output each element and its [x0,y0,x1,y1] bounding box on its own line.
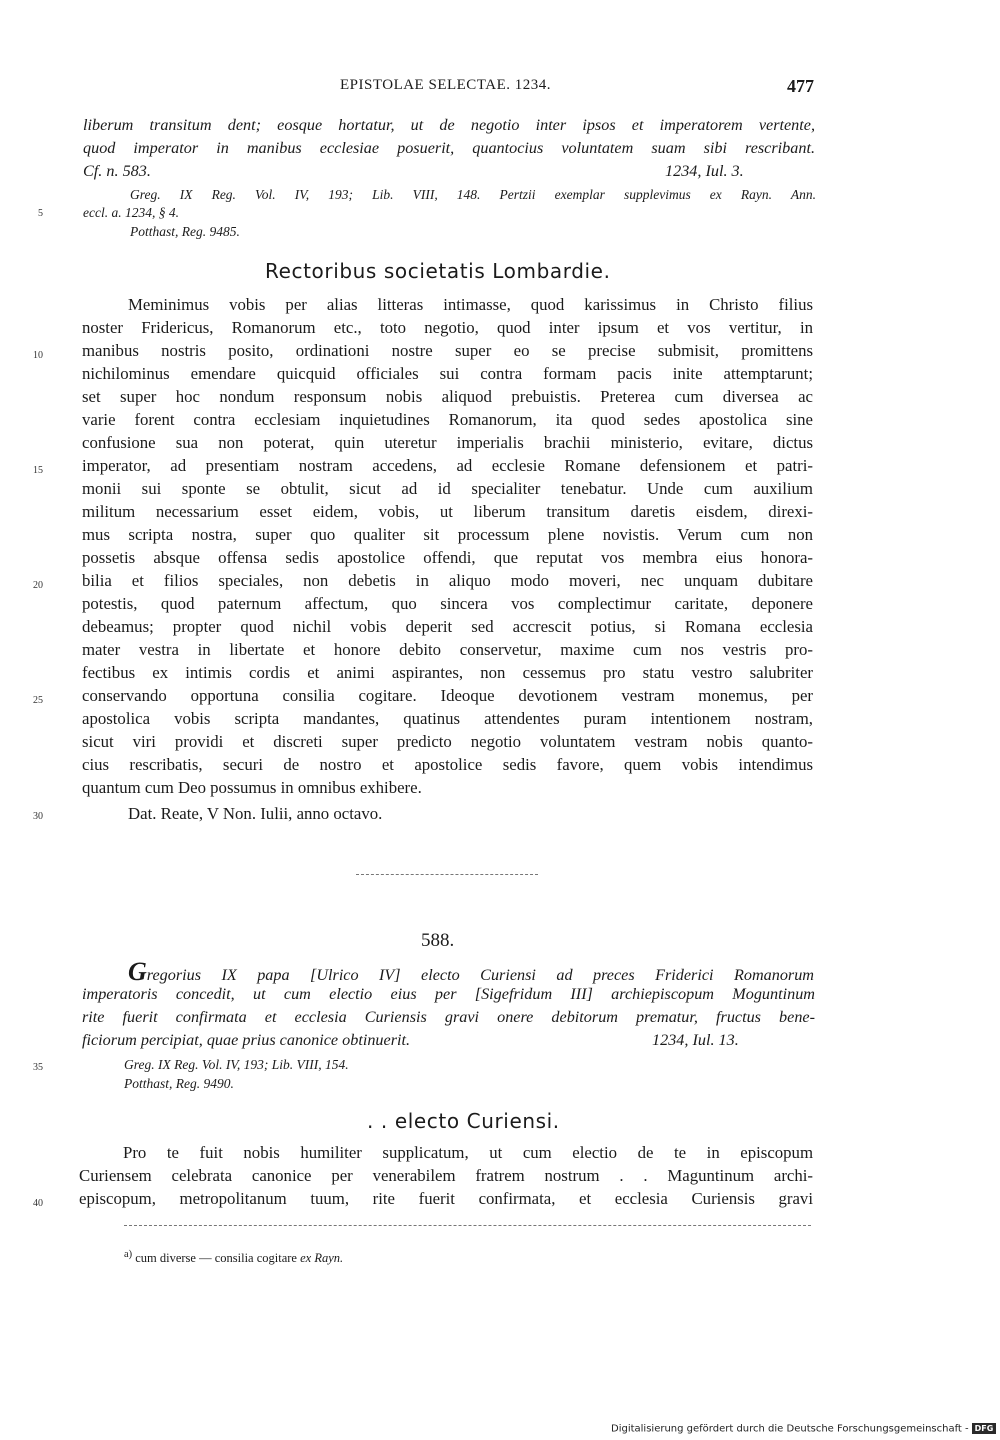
summary-line-1: liberum transitum dent; eosque hortatur, ut de negotio inter ipsos et imperatorem vertente, [83,116,815,134]
summary-588-line-3: rite fuerit confirmata et ecclesia Curiensis gravi onere debitorum prematur, fructus bene- [82,1008,815,1026]
line-number-5: 5 [38,208,43,219]
body-line: conservando opportuna consilia cogitare. Ideoque devotionem vestram monemus, per [82,686,813,705]
body-line: potestis, quod paternum affectum, quo sincera vos complectimur caritate, deponere [82,594,813,613]
summary-588-line-1 [128,957,814,987]
source-line-2: eccl. a. 1234, § 4. [83,205,179,220]
section-divider [356,874,538,875]
source-line-3: Potthast, Reg. 9485. [130,224,240,239]
body-line: Meminimus vobis per alias litteras intimasse, quod karissimus in Christo filius [128,295,813,314]
line-number-10: 10 [33,350,43,361]
footnote-rule [124,1225,811,1226]
line-number-30: 30 [33,811,43,822]
digitization-credit [611,1423,996,1435]
document-number: 588. [421,930,455,951]
body-line: Pro te fuit nobis humiliter supplicatum, ut cum electio de te in episcopum [123,1143,813,1162]
body-line: Curiensem celebrata canonice per venerabilem fratrem nostrum . . Maguntinum archi- [79,1166,813,1185]
summary-588-line-2: imperatoris concedit, ut cum electio eius per [Sigefridum III] archiepiscopum Moguntinum [82,985,815,1003]
body-line: noster Fridericus, Romanorum etc., toto negotio, quod inter ipsum et vos vertitur, in [82,318,813,337]
summary-588-date: 1234, Iul. 13. [652,1031,739,1049]
body-line: sicut viri providi et discreti super predicto negotio voluntatem vestram nobis quanto- [82,732,813,751]
body-line: confusione sua non poterat, quin uteretur imperialis brachii ministerio, evitare, dictus [82,433,813,452]
letter-588-title: . . electo Curiensi. [367,1109,560,1133]
line-number-25: 25 [33,695,43,706]
page-number: 477 [787,76,814,96]
line-number-40: 40 [33,1198,43,1209]
summary-588-line-1-text: regorius IX papa [Ulrico IV] electo Curiensi ad preces Friderici Romanorum [146,966,814,984]
body-line: cius rescribatis, securi de nostro et apostolice sedis favore, quem vobis intendimus [82,755,813,774]
body-line: monii sui sponte se obtulit, sicut ad id specialiter tenebatur. Unde cum auxilium [82,479,813,498]
dating-clause: Dat. Reate, V Non. Iulii, anno octavo. [128,804,383,823]
line-number-35: 35 [33,1062,43,1073]
letter-title: Rectoribus societatis Lombardie. [265,259,611,283]
source-line-1: Greg. IX Reg. Vol. IV, 193; Lib. VIII, 148. Pertzii exemplar supplevimus ex Rayn. Ann. [130,187,816,202]
dfg-logo: DFG [972,1423,997,1434]
body-line: possetis absque offensa sedis apostolice offendi, que reputat vos membra eius honora- [82,548,813,567]
running-title: EPISTOLAE SELECTAE. 1234. [340,77,552,93]
digitization-credit-text: Digitalisierung gefördert durch die Deutsche Forschungsgemeinschaft - [611,1423,969,1435]
body-line: mus scripta nostra, super quo qualiter sit processum plene novistis. Verum cum non [82,525,813,544]
summary-date: 1234, Iul. 3. [665,162,744,180]
footnote-marker: a) [124,1249,133,1260]
body-line: episcopum, metropolitanum tuum, rite fuerit confirmata, et ecclesia Curiensis gravi [79,1189,813,1208]
source-588-line-2: Potthast, Reg. 9490. [124,1076,234,1091]
body-line: quantum cum Deo possumus in omnibus exhibere. [82,778,422,797]
line-number-15: 15 [33,465,43,476]
body-line: nichilominus emendare quicquid officiales sui contra formam pacis inite attemptarunt; [82,364,813,383]
body-line: apostolica vobis scripta mandantes, quatinus attendentes puram intentionem nostram, [82,709,813,728]
body-line: bilia et filios speciales, non debetis in aliquo modo moveri, nec unquam dubitare [82,571,813,590]
body-line: debeamus; propter quod nichil vobis deperit sed accrescit potius, si Romana ecclesia [82,617,813,636]
summary-588-line-4: ficiorum percipiat, quae prius canonice obtinuerit. [82,1031,411,1049]
initial-capital: G [128,957,147,986]
body-line: set super hoc nondum responsum nobis aliquod prebuistis. Preterea cum diversea ac [82,387,813,406]
body-line: mater vestra in libertate et honore debito conservetur, maxime cum nos vestris pro- [82,640,813,659]
body-line: varie forent contra ecclesiam inquietudines Romanorum, ita quod sedes apostolica sine [82,410,813,429]
body-line: manibus nostris posito, ordinationi nostre super eo se precise submisit, promittens [82,341,813,360]
body-line: imperator, ad presentiam nostram accedens, ad ecclesie Romane defensionem et patri- [82,456,813,475]
summary-line-2: quod imperator in manibus ecclesiae posuerit, quantocius voluntatem suam sibi rescribant. [83,139,815,157]
source-588-line-1: Greg. IX Reg. Vol. IV, 193; Lib. VIII, 154. [124,1057,349,1072]
footnote-source: ex Rayn. [300,1251,344,1266]
summary-cf: Cf. n. 583. [83,162,151,180]
line-number-20: 20 [33,580,43,591]
body-line: militum necessarium esset eidem, vobis, ut liberum transitum daretis eisdem, direxi- [82,502,813,521]
footnote [124,1249,343,1266]
footnote-text: cum diverse — consilia cogitare [135,1251,297,1266]
body-line: fectibus ex intimis cordis et animi aspirantes, non cessemus pro statu vestro salubriter [82,663,813,682]
